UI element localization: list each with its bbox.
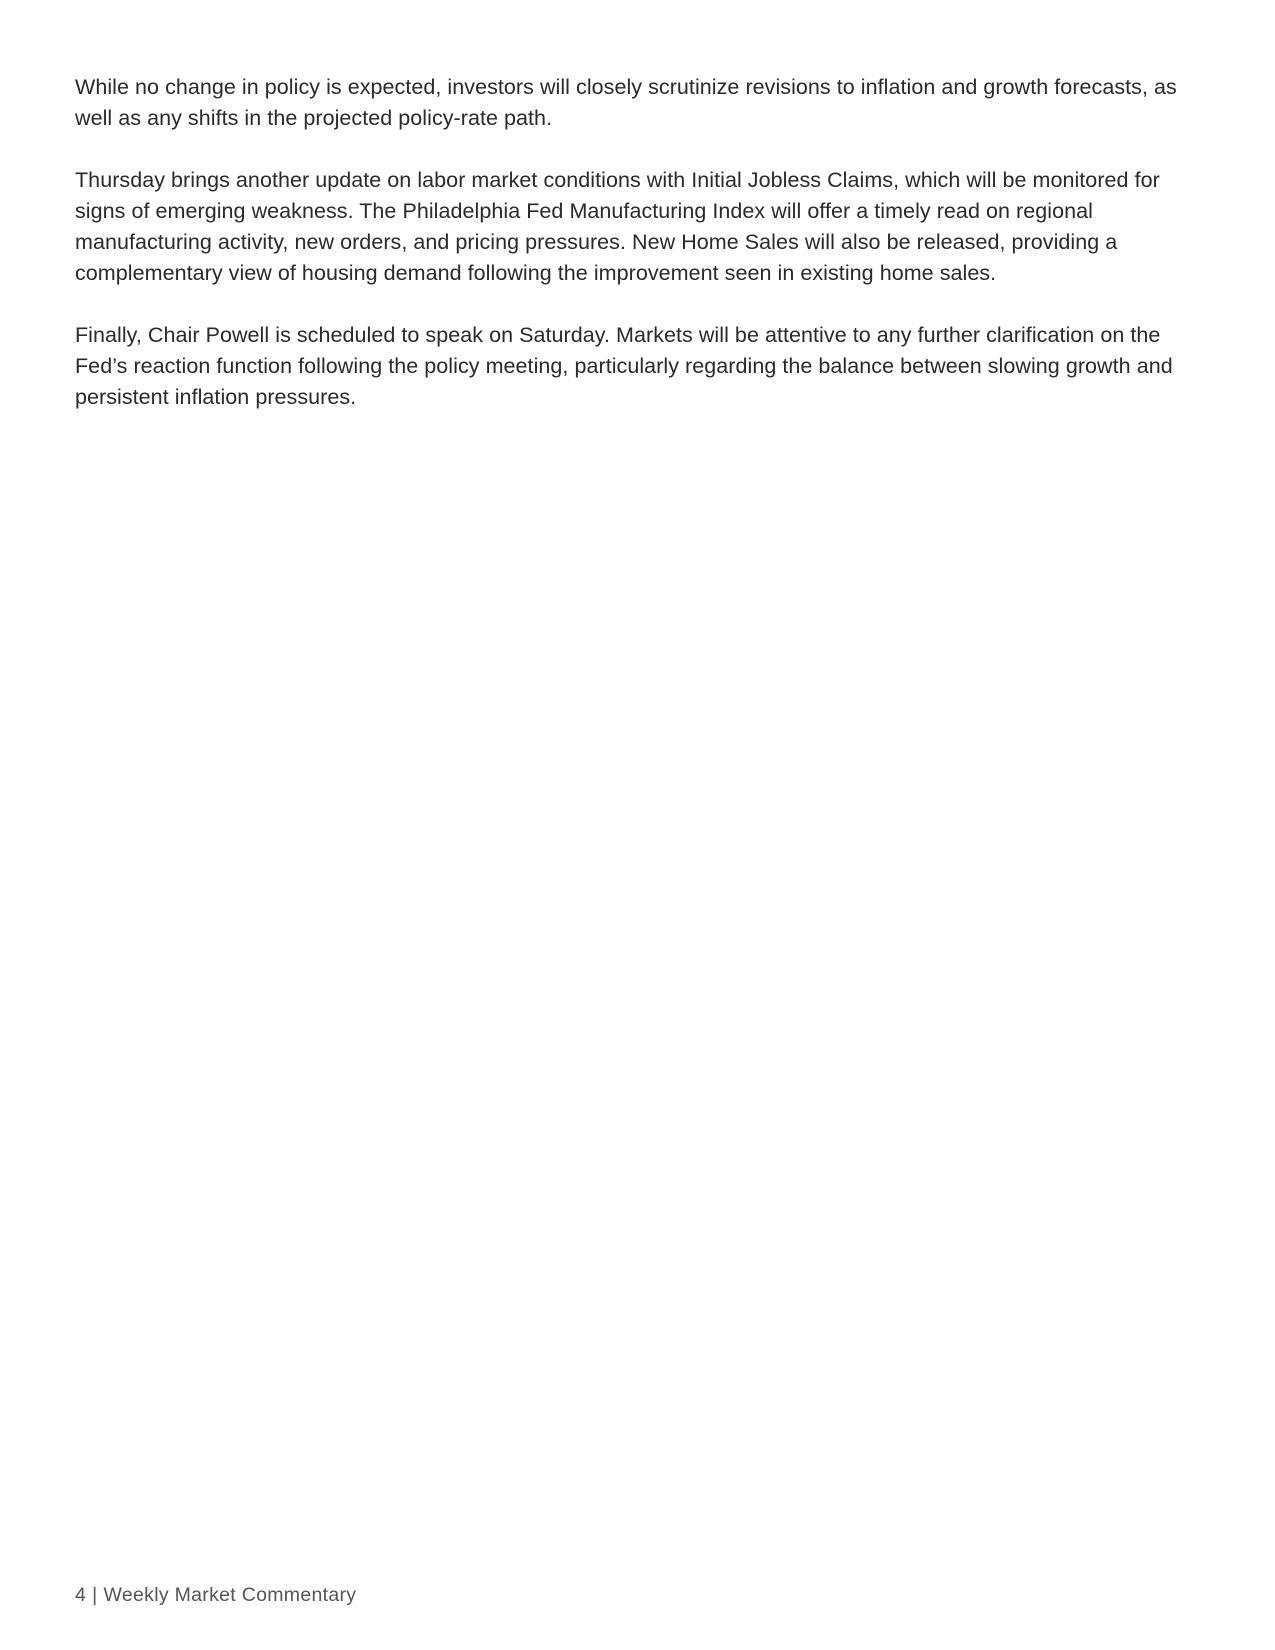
publication-title: Weekly Market Commentary bbox=[103, 1584, 357, 1606]
paragraph-powell-speech: Finally, Chair Powell is scheduled to speak on Saturday. Markets will be attentive to any further clarification on the Fed’s reaction function following the policy meeting, particularly regarding the balance between slowing growth and persistent inflation pressures. bbox=[75, 323, 1173, 409]
footer-separator: | bbox=[92, 1584, 98, 1606]
document-body bbox=[75, 72, 1205, 444]
page-number: 4 bbox=[75, 1584, 87, 1606]
page-footer bbox=[75, 1582, 356, 1608]
paragraph-thursday-data: Thursday brings another update on labor market conditions with Initial Jobless Claims, which will be monitored for signs of emerging weakness. The Philadelphia Fed Manufacturing Index will offer a timely read on regional manufacturing activity, new orders, and pricing pressures. New Home Sales will also be released, providing a complementary view of housing demand following the improvement seen in existing home sales. bbox=[75, 168, 1160, 285]
paragraph-policy-outlook: While no change in policy is expected, investors will closely scrutinize revisions to inflation and growth forecasts, as well as any shifts in the projected policy-rate path. bbox=[75, 75, 1177, 130]
